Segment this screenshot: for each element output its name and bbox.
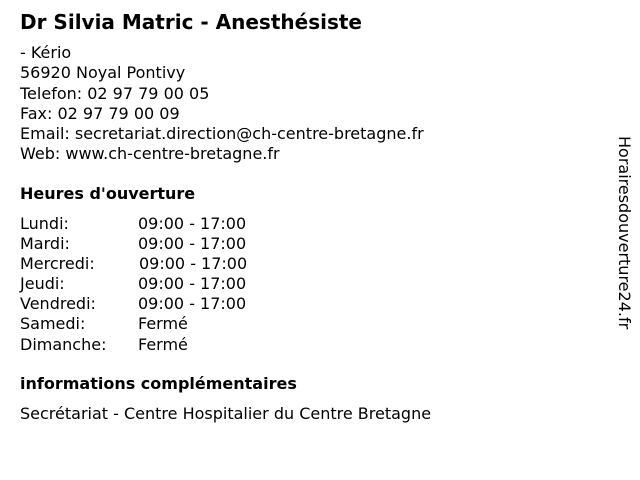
day-label: Samedi: — [20, 314, 86, 334]
hours-value: 09:00 - 17:00 — [138, 274, 247, 294]
contact-block — [20, 43, 424, 165]
page-title: Dr Silvia Matric - Anesthésiste — [20, 10, 362, 34]
hours-value: Fermé — [138, 334, 188, 354]
phone-number: Telefon: 02 97 79 00 05 — [20, 83, 210, 103]
fax-number: Fax: 02 97 79 00 09 — [20, 103, 180, 123]
day-label: Vendredi: — [20, 294, 96, 314]
day-label: Lundi: — [20, 214, 69, 233]
additional-info-text: Secrétariat - Centre Hospitalier du Centre Bretagne — [20, 404, 432, 423]
hours-value: 09:00 - 17:00 — [138, 294, 247, 314]
day-label: Mardi: — [20, 234, 70, 254]
additional-info-heading: informations complémentaires — [20, 374, 297, 393]
day-label: Dimanche: — [20, 334, 107, 354]
hours-value: 09:00 - 17:00 — [138, 234, 247, 254]
opening-hours-heading: Heures d'ouverture — [20, 184, 196, 203]
website-url: Web: www.ch-centre-bretagne.fr — [20, 144, 280, 164]
site-watermark: Horairesdouverture24.fr — [615, 136, 634, 330]
hours-value: 09:00 - 17:00 — [139, 254, 248, 274]
hours-value: 09:00 - 17:00 — [138, 214, 247, 233]
street-address: - Kério — [20, 43, 72, 62]
day-label: Jeudi: — [20, 274, 65, 294]
day-label: Mercredi: — [20, 254, 95, 274]
hours-value: Fermé — [138, 314, 188, 334]
city-address: 56920 Noyal Pontivy — [20, 63, 186, 83]
email-address: Email: secretariat.direction@ch-centre-bretagne.fr — [20, 124, 424, 144]
